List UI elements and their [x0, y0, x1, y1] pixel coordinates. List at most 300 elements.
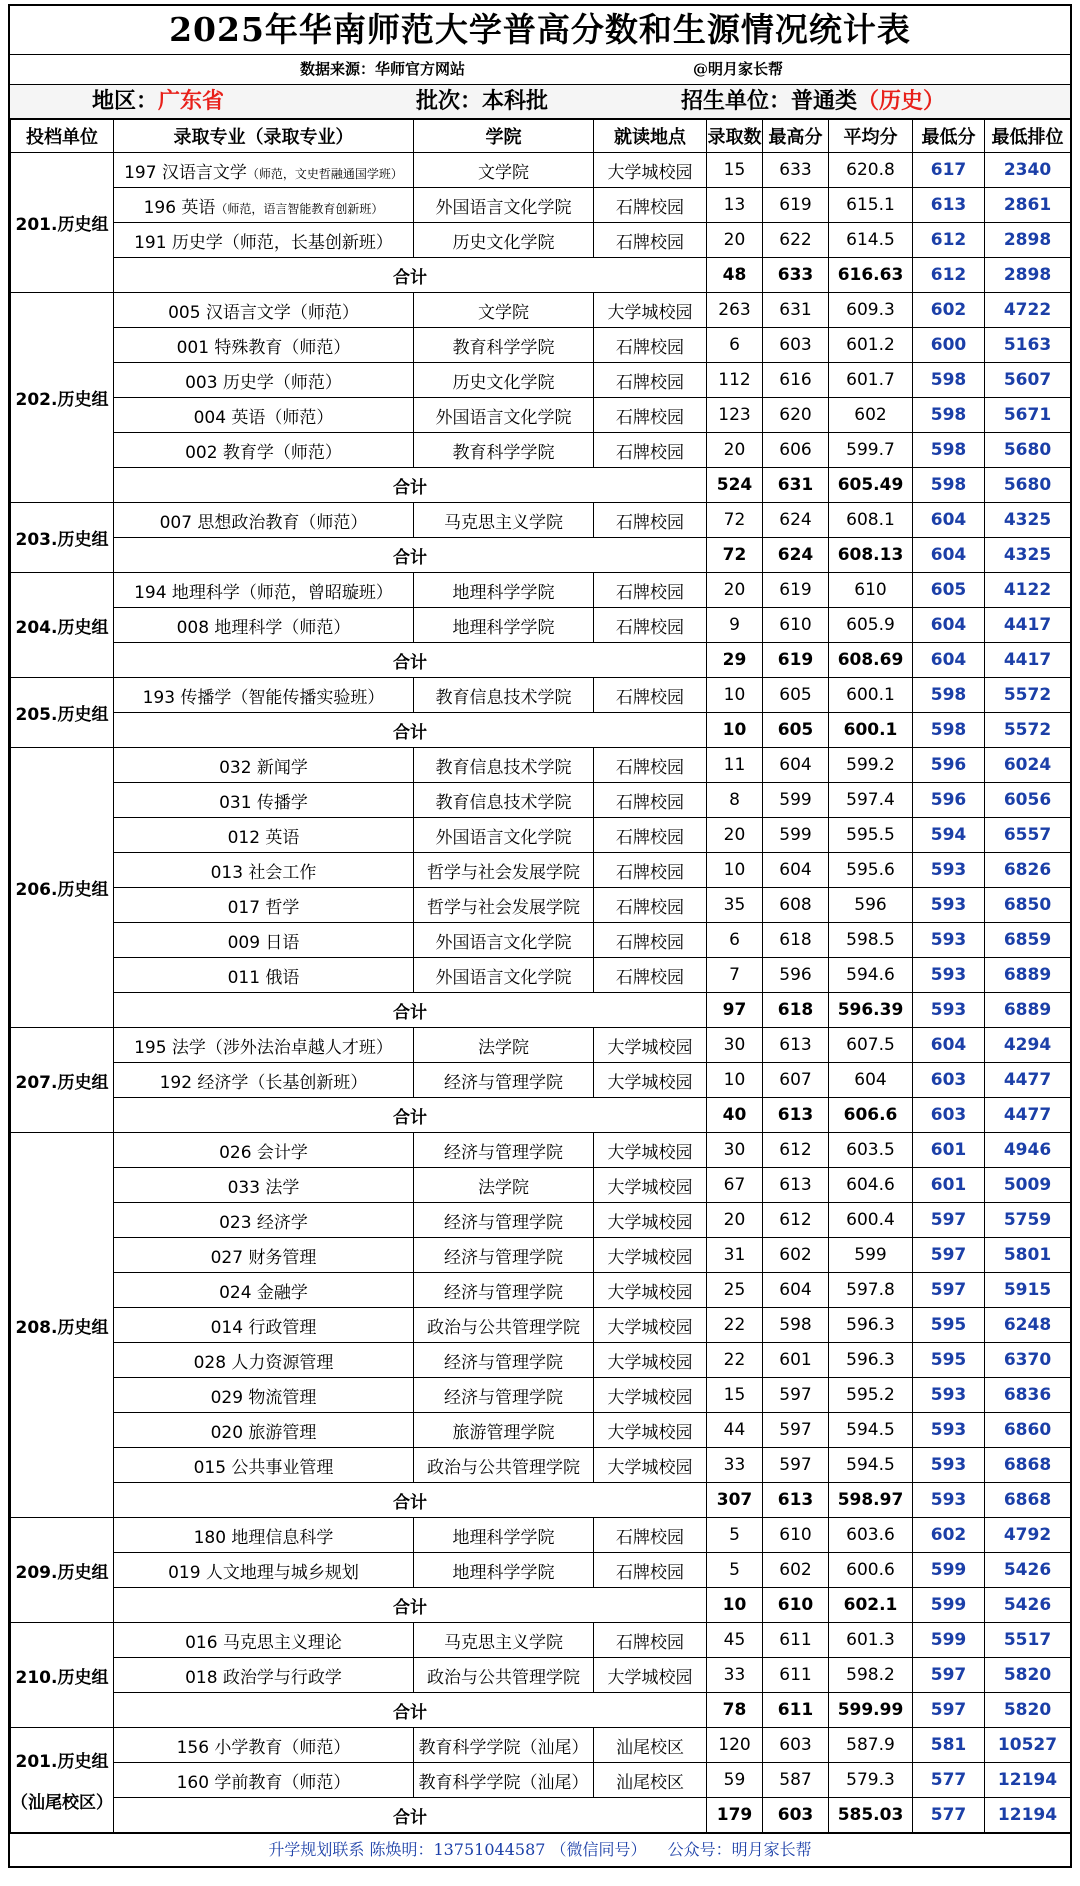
college-cell: 外国语言文化学院	[414, 818, 594, 853]
major-cell	[114, 363, 414, 398]
campus-cell: 大学城校园	[594, 1133, 707, 1168]
avg-score-cell: 599	[829, 1238, 913, 1273]
avg-score-cell: 595.5	[829, 818, 913, 853]
min-score-cell: 577	[913, 1763, 985, 1798]
major-cell	[114, 818, 414, 853]
table-row	[11, 1343, 1071, 1378]
min-rank-cell: 4325	[985, 503, 1071, 538]
max-score-cell: 620	[763, 398, 829, 433]
sum-min-cell: 593	[913, 1483, 985, 1518]
sum-count-cell: 179	[707, 1798, 763, 1833]
count-cell: 72	[707, 503, 763, 538]
max-score-cell: 616	[763, 363, 829, 398]
sum-count-cell: 29	[707, 643, 763, 678]
table-row	[11, 1203, 1071, 1238]
count-cell: 45	[707, 1623, 763, 1658]
page-title: 2025年华南师范大学普高分数和生源情况统计表	[10, 6, 1070, 55]
campus-cell: 石牌校园	[594, 363, 707, 398]
table-row	[11, 1378, 1071, 1413]
group-cell	[11, 1728, 114, 1833]
major-name: 016 马克思主义理论	[185, 1632, 342, 1653]
min-score-cell: 612	[913, 223, 985, 258]
college-cell: 教育信息技术学院	[414, 678, 594, 713]
campus-cell: 大学城校园	[594, 1203, 707, 1238]
table-row	[11, 1133, 1071, 1168]
campus-cell: 石牌校园	[594, 223, 707, 258]
avg-score-cell: 615.1	[829, 188, 913, 223]
sum-min-cell: 603	[913, 1098, 985, 1133]
count-cell: 13	[707, 188, 763, 223]
avg-score-cell: 601.2	[829, 328, 913, 363]
avg-score-cell: 601.7	[829, 363, 913, 398]
min-score-cell: 599	[913, 1623, 985, 1658]
min-rank-cell: 6024	[985, 748, 1071, 783]
college-cell: 教育科学学院（汕尾）	[414, 1763, 594, 1798]
college-cell: 地理科学学院	[414, 1518, 594, 1553]
sum-count-cell: 524	[707, 468, 763, 503]
avg-score-cell: 599.2	[829, 748, 913, 783]
min-score-cell: 603	[913, 1063, 985, 1098]
min-rank-cell: 4417	[985, 608, 1071, 643]
max-score-cell: 607	[763, 1063, 829, 1098]
min-score-cell: 581	[913, 1728, 985, 1763]
major-cell	[114, 503, 414, 538]
major-name: 197 汉语言文学	[124, 162, 247, 183]
major-name: 017 哲学	[227, 897, 300, 918]
college-cell: 经济与管理学院	[414, 1378, 594, 1413]
sum-max-cell: 631	[763, 468, 829, 503]
group-name: 210.历史组	[15, 1667, 109, 1688]
table-row	[11, 1518, 1071, 1553]
count-cell: 123	[707, 398, 763, 433]
region: 地区：广东省	[92, 89, 225, 114]
major-cell	[114, 1168, 414, 1203]
min-rank-cell: 6859	[985, 923, 1071, 958]
column-header: 最低排位	[985, 120, 1071, 153]
major-name: 193 传播学（智能传播实验班）	[142, 687, 385, 708]
major-name: 011 俄语	[227, 967, 300, 988]
sum-count-cell: 78	[707, 1693, 763, 1728]
campus-cell: 石牌校园	[594, 783, 707, 818]
min-score-cell: 595	[913, 1308, 985, 1343]
avg-score-cell: 602	[829, 398, 913, 433]
table-row	[11, 818, 1071, 853]
min-score-cell: 604	[913, 608, 985, 643]
contact-info: 升学规划联系 陈焕明：13751044587 （微信同号）	[268, 1840, 647, 1859]
college-cell: 历史文化学院	[414, 363, 594, 398]
max-score-cell: 604	[763, 748, 829, 783]
count-cell: 25	[707, 1273, 763, 1308]
min-rank-cell: 6850	[985, 888, 1071, 923]
sum-label: 合计	[114, 258, 707, 293]
avg-score-cell: 601.3	[829, 1623, 913, 1658]
campus-cell: 大学城校园	[594, 1378, 707, 1413]
count-cell: 30	[707, 1133, 763, 1168]
count-cell: 20	[707, 818, 763, 853]
sum-min-cell: 598	[913, 468, 985, 503]
max-score-cell: 613	[763, 1168, 829, 1203]
avg-score-cell: 600.6	[829, 1553, 913, 1588]
college-cell: 政治与公共管理学院	[414, 1308, 594, 1343]
table-body	[11, 153, 1071, 1833]
college-cell: 马克思主义学院	[414, 1623, 594, 1658]
max-score-cell: 610	[763, 608, 829, 643]
min-rank-cell: 5820	[985, 1658, 1071, 1693]
min-score-cell: 593	[913, 1378, 985, 1413]
min-score-cell: 602	[913, 293, 985, 328]
min-rank-cell: 5009	[985, 1168, 1071, 1203]
campus-cell: 石牌校园	[594, 1623, 707, 1658]
min-score-cell: 598	[913, 363, 985, 398]
major-cell	[114, 1063, 414, 1098]
avg-score-cell: 596.3	[829, 1343, 913, 1378]
min-score-cell: 601	[913, 1133, 985, 1168]
campus-cell: 大学城校园	[594, 1343, 707, 1378]
min-rank-cell: 4722	[985, 293, 1071, 328]
count-cell: 20	[707, 1203, 763, 1238]
min-rank-cell: 6889	[985, 958, 1071, 993]
max-score-cell: 599	[763, 783, 829, 818]
major-cell	[114, 398, 414, 433]
sum-max-cell: 613	[763, 1483, 829, 1518]
major-cell	[114, 1728, 414, 1763]
max-score-cell: 624	[763, 503, 829, 538]
group-name: 207.历史组	[15, 1072, 109, 1093]
sum-count-cell: 10	[707, 1588, 763, 1623]
table-row	[11, 328, 1071, 363]
major-name: 033 法学	[227, 1177, 300, 1198]
max-score-cell: 602	[763, 1238, 829, 1273]
table-row	[11, 503, 1071, 538]
group-cell	[11, 503, 114, 573]
max-score-cell: 597	[763, 1413, 829, 1448]
min-score-cell: 594	[913, 818, 985, 853]
table-row	[11, 1028, 1071, 1063]
major-name: 001 特殊教育（师范）	[176, 337, 351, 358]
table-row	[11, 1763, 1071, 1798]
min-score-cell: 598	[913, 433, 985, 468]
college-cell: 地理科学学院	[414, 608, 594, 643]
campus-cell: 石牌校园	[594, 958, 707, 993]
min-rank-cell: 5680	[985, 433, 1071, 468]
major-name: 028 人力资源管理	[193, 1352, 334, 1373]
column-header: 平均分	[829, 120, 913, 153]
major-cell	[114, 1238, 414, 1273]
college-cell: 经济与管理学院	[414, 1133, 594, 1168]
max-score-cell: 612	[763, 1133, 829, 1168]
count-cell: 20	[707, 223, 763, 258]
sum-max-cell: 605	[763, 713, 829, 748]
score-table	[10, 119, 1071, 1833]
sum-count-cell: 97	[707, 993, 763, 1028]
campus-cell: 石牌校园	[594, 923, 707, 958]
major-cell	[114, 328, 414, 363]
sum-avg-cell: 602.1	[829, 1588, 913, 1623]
sum-max-cell: 633	[763, 258, 829, 293]
max-score-cell: 603	[763, 328, 829, 363]
max-score-cell: 612	[763, 1203, 829, 1238]
table-row	[11, 398, 1071, 433]
major-cell	[114, 1378, 414, 1413]
min-rank-cell: 5426	[985, 1553, 1071, 1588]
table-row	[11, 678, 1071, 713]
min-score-cell: 600	[913, 328, 985, 363]
data-source: 数据来源：华师官方网站	[300, 60, 466, 78]
major-cell	[114, 783, 414, 818]
sum-row	[11, 538, 1071, 573]
sum-count-cell: 72	[707, 538, 763, 573]
max-score-cell: 611	[763, 1623, 829, 1658]
account-handle: @明月家长帮	[693, 60, 784, 78]
avg-score-cell: 587.9	[829, 1728, 913, 1763]
min-score-cell: 593	[913, 888, 985, 923]
major-cell	[114, 1658, 414, 1693]
major-cell	[114, 153, 414, 188]
avg-score-cell: 603.5	[829, 1133, 913, 1168]
avg-score-cell: 598.5	[829, 923, 913, 958]
college-cell: 文学院	[414, 293, 594, 328]
count-cell: 31	[707, 1238, 763, 1273]
group-cell	[11, 1623, 114, 1728]
major-name: 195 法学（涉外法治卓越人才班）	[134, 1037, 393, 1058]
min-score-cell: 596	[913, 783, 985, 818]
major-name: 009 日语	[227, 932, 300, 953]
min-score-cell: 593	[913, 958, 985, 993]
sum-rank-cell: 5820	[985, 1693, 1071, 1728]
major-name: 160 学前教育（师范）	[176, 1772, 351, 1793]
count-cell: 9	[707, 608, 763, 643]
college-cell: 教育科学学院（汕尾）	[414, 1728, 594, 1763]
avg-score-cell: 597.8	[829, 1273, 913, 1308]
avg-score-cell: 603.6	[829, 1518, 913, 1553]
max-score-cell: 598	[763, 1308, 829, 1343]
max-score-cell: 610	[763, 1518, 829, 1553]
college-cell: 哲学与社会发展学院	[414, 853, 594, 888]
table-row	[11, 1623, 1071, 1658]
campus-cell: 石牌校园	[594, 608, 707, 643]
meta-line	[10, 85, 1070, 119]
campus-cell: 大学城校园	[594, 1168, 707, 1203]
college-cell: 马克思主义学院	[414, 503, 594, 538]
table-row	[11, 958, 1071, 993]
min-rank-cell: 6826	[985, 853, 1071, 888]
sum-avg-cell: 606.6	[829, 1098, 913, 1133]
avg-score-cell: 599.7	[829, 433, 913, 468]
column-header: 录取数	[707, 120, 763, 153]
campus-cell: 石牌校园	[594, 328, 707, 363]
wechat-account: 公众号：明月家长帮	[667, 1840, 812, 1859]
max-score-cell: 597	[763, 1378, 829, 1413]
min-rank-cell: 5163	[985, 328, 1071, 363]
avg-score-cell: 604.6	[829, 1168, 913, 1203]
category: 招生单位：普通类（历史）	[681, 89, 946, 114]
college-cell: 地理科学学院	[414, 573, 594, 608]
campus-cell: 石牌校园	[594, 188, 707, 223]
major-name: 023 经济学	[219, 1212, 308, 1233]
min-rank-cell: 6248	[985, 1308, 1071, 1343]
major-cell	[114, 188, 414, 223]
major-cell	[114, 1763, 414, 1798]
sum-count-cell: 10	[707, 713, 763, 748]
avg-score-cell: 595.2	[829, 1378, 913, 1413]
count-cell: 5	[707, 1518, 763, 1553]
sum-max-cell: 613	[763, 1098, 829, 1133]
count-cell: 44	[707, 1413, 763, 1448]
major-name: 026 会计学	[219, 1142, 308, 1163]
min-rank-cell: 5671	[985, 398, 1071, 433]
min-score-cell: 596	[913, 748, 985, 783]
campus-cell: 大学城校园	[594, 1063, 707, 1098]
count-cell: 22	[707, 1308, 763, 1343]
max-score-cell: 619	[763, 573, 829, 608]
table-row	[11, 608, 1071, 643]
avg-score-cell: 609.3	[829, 293, 913, 328]
avg-score-cell: 604	[829, 1063, 913, 1098]
avg-score-cell: 607.5	[829, 1028, 913, 1063]
major-name: 020 旅游管理	[210, 1422, 317, 1443]
campus-cell: 石牌校园	[594, 573, 707, 608]
max-score-cell: 631	[763, 293, 829, 328]
sum-row	[11, 258, 1071, 293]
count-cell: 59	[707, 1763, 763, 1798]
sum-count-cell: 48	[707, 258, 763, 293]
major-name: 180 地理信息科学	[193, 1527, 334, 1548]
college-cell: 外国语言文化学院	[414, 188, 594, 223]
campus-cell: 石牌校园	[594, 888, 707, 923]
count-cell: 30	[707, 1028, 763, 1063]
college-cell: 法学院	[414, 1028, 594, 1063]
table-row	[11, 1728, 1071, 1763]
table-row	[11, 1448, 1071, 1483]
count-cell: 10	[707, 678, 763, 713]
sum-row	[11, 1798, 1071, 1833]
avg-score-cell: 605.9	[829, 608, 913, 643]
group-name: 204.历史组	[15, 617, 109, 638]
major-cell	[114, 1623, 414, 1658]
major-name: 002 教育学（师范）	[185, 442, 342, 463]
min-rank-cell: 6557	[985, 818, 1071, 853]
major-name: 029 物流管理	[210, 1387, 317, 1408]
sum-rank-cell: 4417	[985, 643, 1071, 678]
sum-min-cell: 604	[913, 538, 985, 573]
major-name: 194 地理科学（师范，曾昭璇班）	[134, 582, 393, 603]
sum-min-cell: 597	[913, 1693, 985, 1728]
major-name: 192 经济学（长基创新班）	[159, 1072, 368, 1093]
campus-cell: 石牌校园	[594, 1518, 707, 1553]
avg-score-cell: 579.3	[829, 1763, 913, 1798]
table-row	[11, 188, 1071, 223]
max-score-cell: 622	[763, 223, 829, 258]
min-score-cell: 593	[913, 853, 985, 888]
count-cell: 5	[707, 1553, 763, 1588]
count-cell: 120	[707, 1728, 763, 1763]
sum-rank-cell: 2898	[985, 258, 1071, 293]
sum-rank-cell: 12194	[985, 1798, 1071, 1833]
campus-cell: 大学城校园	[594, 1028, 707, 1063]
max-score-cell: 619	[763, 188, 829, 223]
min-rank-cell: 12194	[985, 1763, 1071, 1798]
min-score-cell: 597	[913, 1203, 985, 1238]
count-cell: 20	[707, 433, 763, 468]
table-row	[11, 923, 1071, 958]
min-score-cell: 604	[913, 503, 985, 538]
major-cell	[114, 1518, 414, 1553]
min-score-cell: 602	[913, 1518, 985, 1553]
group-name: 205.历史组	[15, 705, 109, 725]
count-cell: 10	[707, 1063, 763, 1098]
sum-label: 合计	[114, 643, 707, 678]
sum-avg-cell: 608.13	[829, 538, 913, 573]
sum-row	[11, 468, 1071, 503]
footer	[10, 1833, 1070, 1866]
max-score-cell: 633	[763, 153, 829, 188]
major-name: 014 行政管理	[210, 1317, 317, 1338]
source-line	[10, 55, 1070, 85]
sum-row	[11, 1693, 1071, 1728]
college-cell: 教育科学学院	[414, 433, 594, 468]
table-row	[11, 293, 1071, 328]
sum-label: 合计	[114, 538, 707, 573]
campus-cell: 石牌校园	[594, 398, 707, 433]
college-cell: 经济与管理学院	[414, 1343, 594, 1378]
min-score-cell: 601	[913, 1168, 985, 1203]
sum-avg-cell: 596.39	[829, 993, 913, 1028]
major-cell	[114, 1448, 414, 1483]
min-score-cell: 597	[913, 1238, 985, 1273]
min-rank-cell: 5607	[985, 363, 1071, 398]
min-rank-cell: 2340	[985, 153, 1071, 188]
major-cell	[114, 1273, 414, 1308]
campus-cell: 石牌校园	[594, 748, 707, 783]
avg-score-cell: 614.5	[829, 223, 913, 258]
sum-min-cell: 598	[913, 713, 985, 748]
major-name: 196 英语	[143, 197, 216, 218]
major-name: 156 小学教育（师范）	[176, 1737, 351, 1758]
major-name: 191 历史学（师范，长基创新班）	[134, 232, 393, 253]
min-score-cell: 617	[913, 153, 985, 188]
table-row	[11, 1168, 1071, 1203]
major-cell	[114, 1308, 414, 1343]
sum-label: 合计	[114, 1798, 707, 1833]
sum-avg-cell: 598.97	[829, 1483, 913, 1518]
min-score-cell: 593	[913, 1448, 985, 1483]
major-cell	[114, 748, 414, 783]
table-row	[11, 748, 1071, 783]
campus-cell: 石牌校园	[594, 678, 707, 713]
major-name: 015 公共事业管理	[193, 1457, 334, 1478]
max-score-cell: 605	[763, 678, 829, 713]
sum-label: 合计	[114, 993, 707, 1028]
count-cell: 6	[707, 923, 763, 958]
college-cell: 教育科学学院	[414, 328, 594, 363]
count-cell: 7	[707, 958, 763, 993]
avg-score-cell: 600.4	[829, 1203, 913, 1238]
max-score-cell: 613	[763, 1028, 829, 1063]
college-cell: 文学院	[414, 153, 594, 188]
campus-cell: 石牌校园	[594, 818, 707, 853]
min-rank-cell: 4122	[985, 573, 1071, 608]
group-cell	[11, 153, 114, 293]
column-header: 录取专业（录取专业）	[114, 120, 414, 153]
major-cell	[114, 1203, 414, 1238]
group-name: 203.历史组	[15, 530, 109, 550]
min-rank-cell: 2861	[985, 188, 1071, 223]
group-cell	[11, 573, 114, 678]
max-score-cell: 608	[763, 888, 829, 923]
major-name: 013 社会工作	[210, 862, 317, 883]
college-cell: 旅游管理学院	[414, 1413, 594, 1448]
avg-score-cell: 594.6	[829, 958, 913, 993]
